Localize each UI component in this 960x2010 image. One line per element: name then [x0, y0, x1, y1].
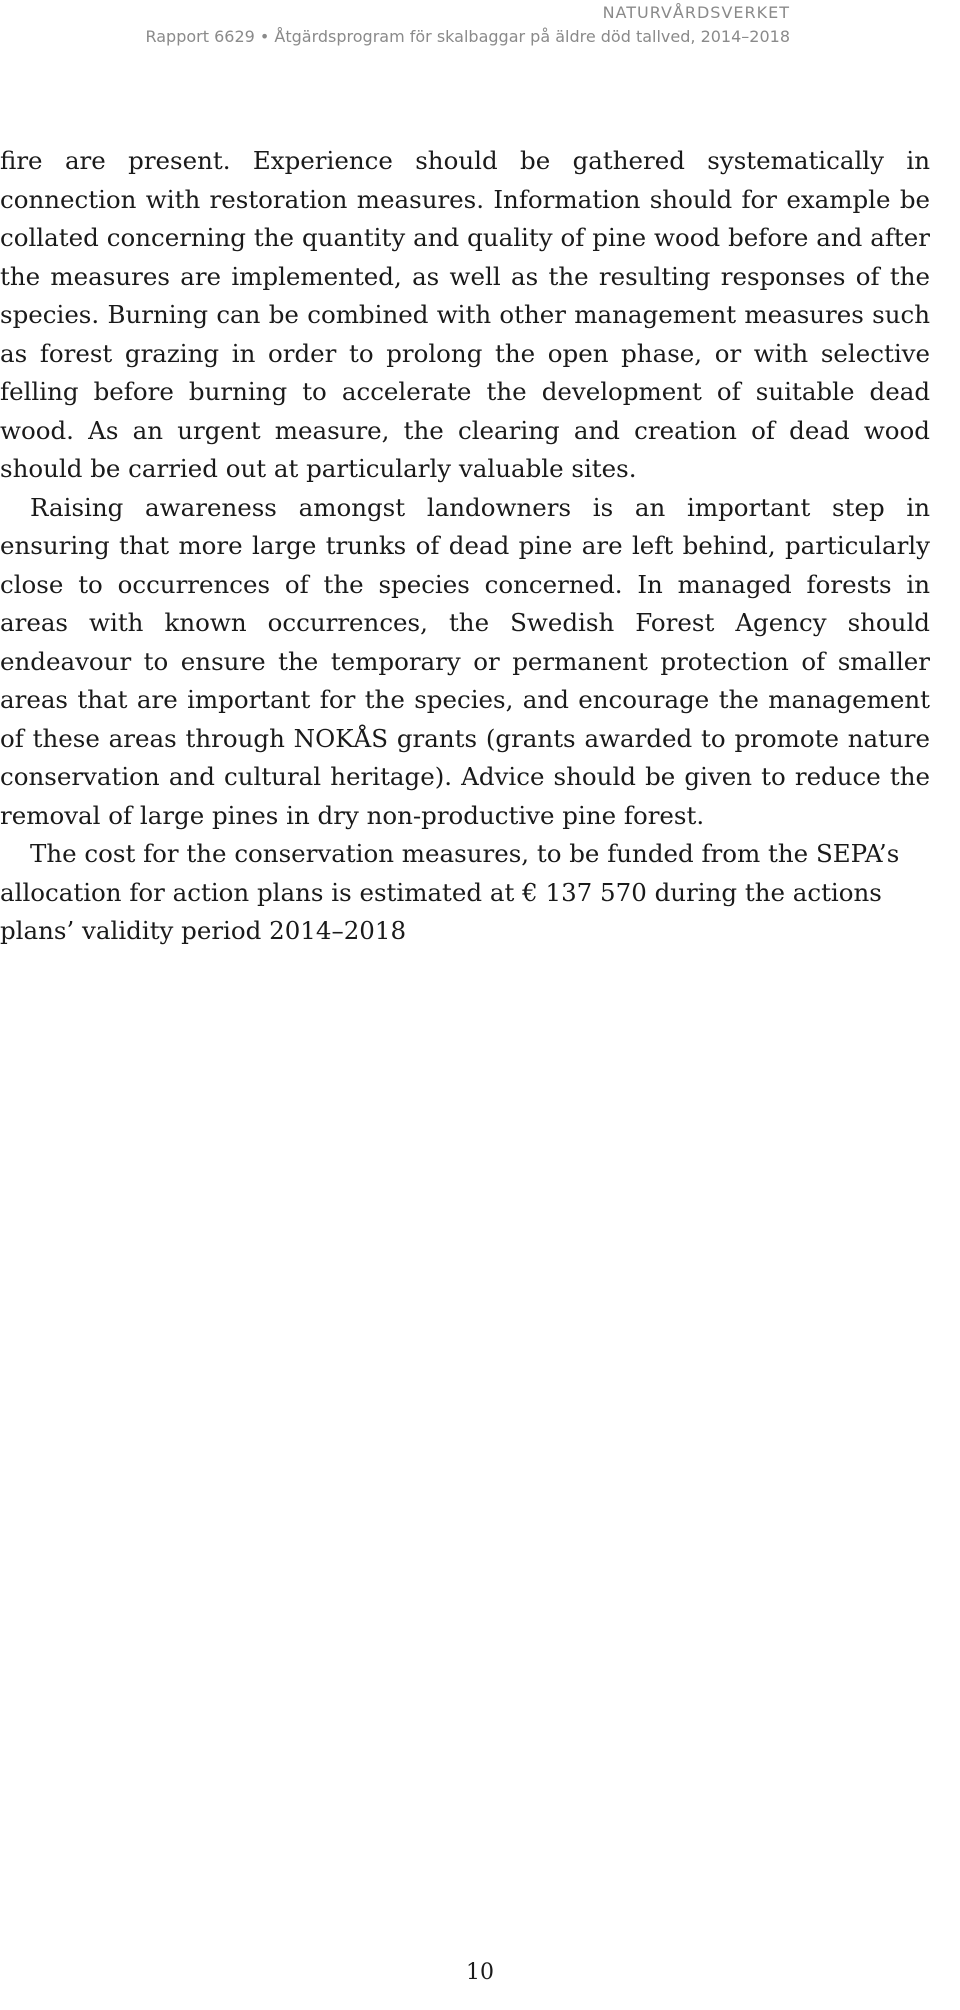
body-text: [0, 142, 930, 951]
paragraph-3: The cost for the conservation measures, to be funded from the SEPA’s allocation for action plans is estimated at € 137 570 during the actions plans’ validity period 2014–2018: [0, 839, 900, 945]
page-number: 10: [466, 1960, 494, 1985]
header-organization: NATURVÅRDSVERKET: [602, 3, 790, 22]
page-header: [145, 0, 790, 48]
paragraph-1: fire are present. Experience should be gathered systematically in connection with restoration measures. Information should for example be collated concerning the quantity and quality of pine wood before and after the measures are implemented, as well as the resulting responses of the species. Burning can be combined with other management measures such as forest grazing in order to prolong the open phase, or with selective felling before burning to accelerate the development of suitable dead wood. As an urgent measure, the clearing and creation of dead wood should be carried out at particularly valuable sites.: [0, 146, 930, 483]
paragraph-2: Raising awareness amongst landowners is an important step in ensuring that more large trunks of dead pine are left behind, particularly close to occurrences of the species concerned. In managed forests in areas with known occurrences, the Swedish Forest Agency should endeavour to ensure the temporary or permanent protection of smaller areas that are important for the species, and encourage the management of these areas through NOKÅS grants (grants awarded to promote nature conservation and cultural heritage). Advice should be given to reduce the removal of large pines in dry non-productive pine forest.: [0, 492, 930, 830]
header-report-title: Rapport 6629 • Åtgärdsprogram för skalbaggar på äldre död tallved, 2014–2018: [145, 27, 790, 46]
